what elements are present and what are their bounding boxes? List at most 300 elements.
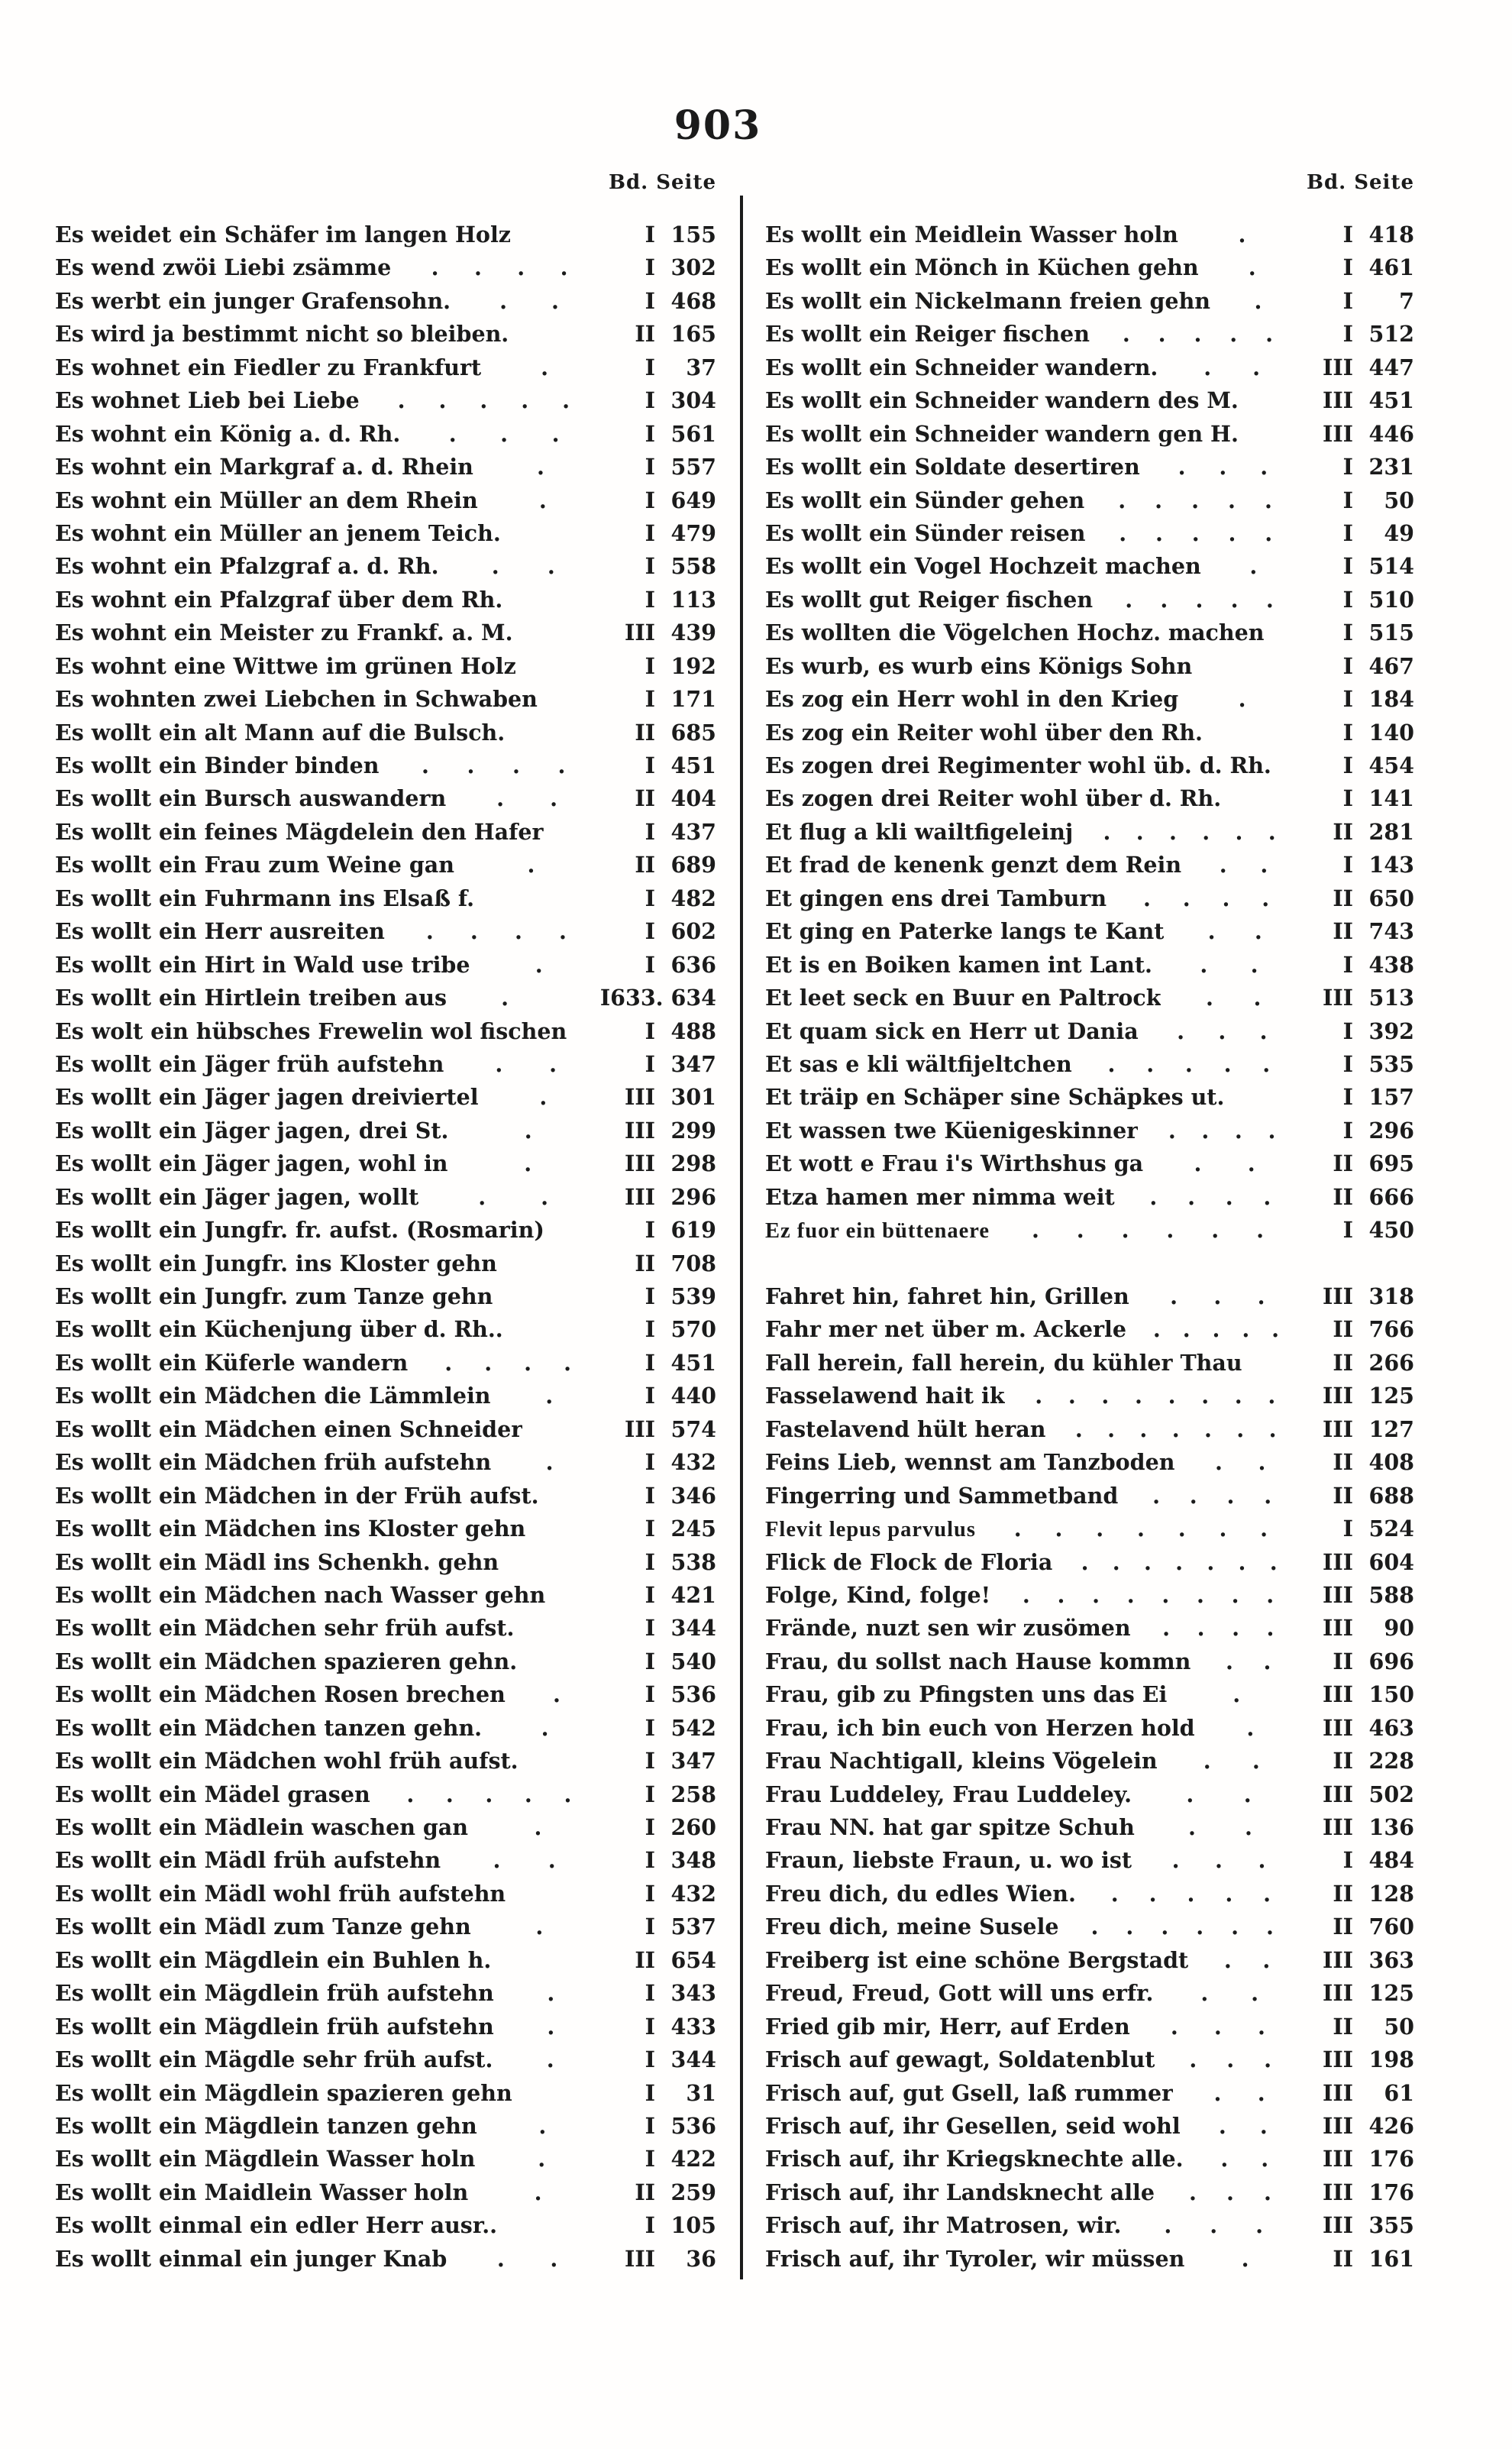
song-title: Es wollt ein Binder binden (55, 752, 380, 778)
volume-numeral: I (645, 1880, 655, 1907)
volume-numeral: I (1342, 487, 1353, 513)
page-ref: 421 (670, 1581, 716, 1608)
index-entry-row (55, 1147, 716, 1180)
page-ref: 422 (670, 2146, 716, 2172)
volume-numeral: III (1323, 985, 1353, 1011)
page-ref: 157 (1368, 1084, 1414, 1111)
dot-leader: . . (495, 1050, 557, 1077)
volume-numeral: II (635, 2179, 655, 2205)
song-title: Es wollt ein Schneider wandern des M. (765, 387, 1239, 414)
index-entry-row (55, 1313, 716, 1346)
song-title: Es wohnt ein Markgraf a. d. Rhein (55, 454, 473, 480)
dot-leader: . . . . . (1122, 321, 1274, 348)
song-title: Es wollt ein Mädchen einen Schneider (55, 1415, 523, 1442)
index-entry-row (765, 1977, 1414, 2010)
page-ref: 538 (670, 1548, 716, 1575)
volume-numeral: I (645, 1714, 655, 1741)
song-title: Frau NN. hat gar spitze Schuh (765, 1814, 1135, 1840)
volume-numeral: I (645, 586, 655, 613)
volume-numeral: I (645, 2112, 655, 2139)
index-entry-row (55, 550, 716, 583)
song-title: Es wollt ein Mädchen wohl früh aufst. (55, 1748, 519, 1774)
page-ref: 649 (670, 487, 716, 513)
page-ref: 298 (670, 1150, 716, 1177)
index-entry-row (765, 1645, 1414, 1678)
index-entry-row (765, 1347, 1414, 1380)
volume-numeral: II (635, 852, 655, 878)
dot-leader: . . (1203, 354, 1261, 380)
song-title: Frisch auf, ihr Landsknecht alle (765, 2179, 1155, 2205)
volume-numeral: I (1342, 1847, 1353, 1874)
index-entry-row (55, 2209, 716, 2242)
index-entry-row (55, 1214, 716, 1247)
index-entry-row (765, 1811, 1414, 1844)
dot-leader: . . . . . (397, 387, 570, 414)
index-entry-row (765, 517, 1414, 550)
index-entry-row (55, 1579, 716, 1612)
page-ref: 61 (1384, 2079, 1414, 2106)
volume-numeral: I (1342, 951, 1353, 978)
page-ref: 633. 634 (610, 985, 716, 1011)
page-ref: 404 (670, 785, 716, 812)
song-title: Et is en Boiken kamen int Lant. (765, 951, 1152, 978)
page-ref: 136 (1368, 1814, 1414, 1840)
index-entry-row (765, 1778, 1414, 1811)
index-entry-row (55, 717, 716, 749)
index-entry-row (765, 584, 1414, 616)
song-title: Fall herein, fall herein, du kühler Thau (765, 1349, 1242, 1376)
dot-leader: . . (1194, 1150, 1255, 1177)
song-title: Es zog ein Reiter wohl über den Rh. (765, 719, 1203, 746)
page-ref: 90 (1384, 1615, 1414, 1642)
volume-numeral: I (1342, 553, 1353, 580)
index-entry-row (55, 1081, 716, 1114)
volume-numeral: II (1333, 1449, 1353, 1476)
index-column-right (765, 218, 1414, 2276)
page-ref: 184 (1368, 686, 1414, 713)
dot-leader: . . (496, 2245, 558, 2272)
volume-numeral: I (645, 387, 655, 414)
volume-numeral: III (1323, 2146, 1353, 2172)
page-ref: 165 (670, 321, 716, 348)
page-ref: 347 (670, 1748, 716, 1774)
song-title: Es werbt ein junger Grafensohn. (55, 287, 451, 314)
volume-numeral: I (645, 2013, 655, 2040)
page-ref: 447 (1368, 354, 1414, 380)
volume-numeral: I (1342, 1050, 1353, 1077)
song-title: Frisch auf gewagt, Soldatenblut (765, 2046, 1155, 2073)
dot-leader: . . (499, 287, 559, 314)
volume-numeral: III (1323, 1814, 1353, 1840)
index-entry-row (55, 683, 716, 716)
page-ref: 433 (670, 2013, 716, 2040)
index-entry-row (765, 1181, 1414, 1214)
volume-numeral: I (1342, 785, 1353, 812)
index-entry-row (765, 749, 1414, 782)
index-entry-row (765, 1878, 1414, 1910)
song-title: Es wohnten zwei Liebchen in Schwaben (55, 686, 538, 713)
volume-numeral: I (645, 254, 655, 281)
volume-numeral: III (1323, 354, 1353, 380)
volume-numeral: II (1333, 2013, 1353, 2040)
volume-numeral: III (1323, 1714, 1353, 1741)
volume-numeral: I (645, 652, 655, 679)
dot-leader: . (538, 2112, 547, 2139)
page-ref: 760 (1368, 1914, 1414, 1940)
dot-leader: . (535, 1914, 544, 1940)
volume-numeral: I (645, 686, 655, 713)
page-ref: 557 (670, 454, 716, 480)
volume-numeral: I (1342, 222, 1353, 247)
dot-leader: . (535, 951, 543, 978)
song-title: Es wolt ein hübsches Frewelin wol fischen (55, 1017, 567, 1044)
index-entry-row (55, 2176, 716, 2209)
index-entry-row (765, 882, 1414, 915)
song-title: Es wohnt ein König a. d. Rh. (55, 420, 401, 447)
volume-numeral: III (1323, 1615, 1353, 1642)
dot-leader: . (501, 985, 509, 1011)
dot-leader: . . . . (431, 254, 568, 281)
song-title: Es wollt ein Küchenjung über d. Rh.. (55, 1316, 503, 1343)
volume-numeral: III (1323, 1581, 1353, 1608)
index-entry-row (55, 1712, 716, 1745)
index-entry-row (55, 1745, 716, 1778)
song-title: Es wollt ein Jungfr. fr. aufst. (Rosmarin) (55, 1217, 544, 1244)
song-title: Freu dich, du edles Wien. (765, 1880, 1076, 1907)
volume-numeral: III (1323, 387, 1353, 414)
song-title: Es wollt ein Mönch in Küchen gehn (765, 254, 1199, 281)
volume-numeral: II (635, 321, 655, 348)
page-ref: 231 (1368, 454, 1414, 480)
index-entry-row (765, 1380, 1414, 1412)
page-ref: 281 (1368, 818, 1414, 845)
page-ref: 344 (670, 1615, 716, 1642)
index-entry-row (765, 550, 1414, 583)
song-title: Fraun, liebste Fraun, u. wo ist (765, 1847, 1132, 1874)
dot-leader: . . . (448, 420, 560, 447)
page-ref: 161 (1368, 2245, 1414, 2272)
index-entry-row (55, 285, 716, 318)
page-ref: 539 (670, 1283, 716, 1309)
page-ref: 439 (670, 620, 716, 646)
page-ref: 296 (670, 1183, 716, 1210)
dot-leader: . (538, 2146, 546, 2172)
index-entry-row (55, 949, 716, 982)
index-entry-row (765, 1678, 1414, 1711)
page-ref: 299 (670, 1117, 716, 1144)
song-title: Es zog ein Herr wohl in den Krieg (765, 686, 1179, 713)
index-entry-row (765, 1048, 1414, 1081)
page-ref: 536 (670, 2112, 716, 2139)
page-ref: 450 (1368, 1217, 1414, 1244)
volume-numeral: I (1342, 454, 1353, 480)
index-entry-row (55, 1280, 716, 1313)
dot-leader: . . (1203, 1748, 1260, 1774)
page-ref: 558 (670, 553, 716, 580)
volume-numeral: I (1342, 1516, 1353, 1542)
volume-numeral: I (1342, 686, 1353, 713)
dot-leader: . . . . . (1107, 1050, 1271, 1077)
index-entry-row (55, 2143, 716, 2176)
song-title: Et träip en Schäper sine Schäpkes ut. (765, 1084, 1225, 1111)
index-entry-row (765, 1214, 1414, 1247)
song-title: Es wohnt ein Meister zu Frankf. a. M. (55, 620, 513, 646)
index-entry-row (55, 1380, 716, 1412)
page-ref: 258 (670, 1781, 716, 1807)
page-number: 903 (674, 102, 762, 149)
volume-numeral: I (1342, 1084, 1353, 1111)
dot-leader: . . . (1171, 1847, 1266, 1874)
volume-numeral: I (645, 1217, 655, 1244)
dot-leader: . . . . (1149, 1183, 1271, 1210)
index-entry-row (765, 2209, 1414, 2242)
page-ref: 176 (1368, 2146, 1414, 2172)
song-title: Es wollt ein Jäger jagen, wohl in (55, 1150, 448, 1177)
dot-leader: . . . . (422, 752, 566, 778)
page-ref: 602 (670, 918, 716, 945)
song-title: Es wollt ein Bursch auswandern (55, 785, 447, 812)
song-title: Es wollt ein Fuhrmann ins Elsaß f. (55, 885, 475, 911)
page-ref: 31 (686, 2079, 716, 2106)
volume-numeral: II (635, 785, 655, 812)
dot-leader: . . (491, 553, 555, 580)
index-entry-row (765, 484, 1414, 517)
dot-leader: . . (496, 785, 558, 812)
dot-leader: . (541, 354, 549, 380)
dot-leader: . (536, 454, 544, 480)
page-ref: 50 (1384, 2013, 1414, 2040)
dot-leader: . . . (1170, 1283, 1265, 1309)
volume-numeral: I (645, 1781, 655, 1807)
volume-numeral: I (1342, 1217, 1353, 1244)
page-ref: 451 (670, 1349, 716, 1376)
volume-numeral: I (1342, 852, 1353, 878)
dot-leader: . . . . (1152, 1482, 1272, 1509)
volume-numeral: I (645, 287, 655, 314)
song-title: Fried gib mir, Herr, auf Erden (765, 2013, 1130, 2040)
volume-numeral: I (645, 222, 655, 247)
song-title: Es wollt ein Mädchen sehr früh aufst. (55, 1615, 515, 1642)
page-ref: 537 (670, 1914, 716, 1940)
index-entry-row (55, 1181, 716, 1214)
index-entry-row (765, 1115, 1414, 1147)
index-entry-row (55, 782, 716, 815)
page-ref: 408 (1368, 1449, 1414, 1476)
dot-leader: . . . . . . . . (1022, 1581, 1275, 1608)
song-title: Et sas e kli wältfijeltchen (765, 1050, 1072, 1077)
index-entry-row (55, 849, 716, 882)
song-title: Es wohnt ein Müller an dem Rhein (55, 487, 478, 513)
song-title: Es wollt ein Mädchen tanzen gehn. (55, 1714, 483, 1741)
page-ref: 346 (670, 1482, 716, 1509)
dot-leader: . . . . . . . (1074, 1415, 1277, 1442)
index-entry-row (55, 418, 716, 451)
song-title: Flick de Flock de Floria (765, 1548, 1053, 1575)
index-entry-row (55, 1115, 716, 1147)
page-ref: 171 (670, 686, 716, 713)
dot-leader: . . . . . . (1103, 818, 1276, 845)
page-ref: 512 (1368, 321, 1414, 348)
volume-numeral: II (1333, 1914, 1353, 1940)
dot-leader: . . (1187, 1814, 1252, 1840)
dot-leader: . . . . . . . (1081, 1548, 1278, 1575)
page-ref: 666 (1368, 1183, 1414, 1210)
volume-numeral: I (645, 487, 655, 513)
volume-numeral: I (645, 1581, 655, 1608)
dot-leader: . (546, 2046, 554, 2073)
page-ref: 432 (670, 1880, 716, 1907)
volume-numeral: I (1342, 254, 1353, 281)
volume-numeral: II (1333, 1748, 1353, 1774)
volume-numeral: I (645, 1847, 655, 1874)
dot-leader: . . (1200, 1980, 1259, 2007)
volume-numeral: II (1333, 1150, 1353, 1177)
index-entry-row (55, 816, 716, 849)
page-ref: 418 (1368, 222, 1414, 247)
dot-leader: . . . . (425, 918, 567, 945)
dot-leader: . (547, 2013, 555, 2040)
dot-leader: . (524, 1117, 532, 1144)
volume-numeral: I (645, 1814, 655, 1840)
song-title: Et gingen ens drei Tamburn (765, 885, 1107, 911)
page-ref: 105 (670, 2212, 716, 2239)
song-title: Es wollt ein Mädchen spazieren gehn. (55, 1648, 518, 1674)
page-ref: 150 (1368, 1681, 1414, 1708)
page-ref: 318 (1368, 1283, 1414, 1309)
page-ref: 426 (1368, 2112, 1414, 2139)
song-title: Fahret hin, fahret hin, Grillen (765, 1283, 1129, 1309)
song-title: Et frad de kenenk genzt dem Rein (765, 852, 1182, 878)
dot-leader: . . (1186, 1781, 1252, 1807)
song-title: Es wollt ein Mägdle sehr früh aufst. (55, 2046, 493, 2073)
page-ref: 198 (1368, 2046, 1414, 2073)
index-entry-row (765, 384, 1414, 417)
index-entry-row (55, 1811, 716, 1844)
page-ref: 479 (670, 519, 716, 546)
volume-numeral: III (1323, 1946, 1353, 1973)
dot-leader: . (1249, 553, 1258, 580)
song-title: Es wollt ein Mädchen ins Kloster gehn (55, 1516, 526, 1542)
dot-leader: . (1241, 2245, 1249, 2272)
song-title: Es wollt einmal ein edler Herr ausr.. (55, 2212, 498, 2239)
index-entry-row (765, 816, 1414, 849)
song-title: Es wollt ein Jungfr. ins Kloster gehn (55, 1250, 497, 1276)
volume-numeral: I (1342, 1017, 1353, 1044)
page-ref: 113 (670, 586, 716, 613)
index-entry-row (765, 418, 1414, 451)
volume-numeral: III (625, 1084, 655, 1111)
song-title: Frau, du sollst nach Hause kommn (765, 1648, 1191, 1674)
index-entry-row (765, 318, 1414, 351)
volume-numeral: III (1323, 1980, 1353, 2007)
volume-numeral: I (1342, 1117, 1353, 1144)
volume-numeral: II (635, 1250, 655, 1276)
song-title: Es wohnt ein Müller an jenem Teich. (55, 519, 501, 546)
volume-numeral: III (625, 1150, 655, 1177)
page-ref: 510 (1368, 586, 1414, 613)
page-ref: 355 (1368, 2212, 1414, 2239)
volume-numeral: III (1323, 2112, 1353, 2139)
index-entry-row (765, 1413, 1414, 1446)
index-entry-row (765, 1280, 1414, 1313)
page-ref: 228 (1368, 1748, 1414, 1774)
volume-numeral: I (1342, 586, 1353, 613)
song-title: Et quam sick en Herr ut Dania (765, 1017, 1139, 1044)
song-title: Fasselawend hait ik (765, 1383, 1005, 1409)
page-ref: 540 (670, 1648, 716, 1674)
volume-numeral: I (1342, 620, 1353, 646)
song-title: Fingerring und Sammetband (765, 1482, 1119, 1509)
song-title: Es wollt ein Mädl wohl früh aufstehn (55, 1880, 506, 1907)
volume-numeral: I (645, 1980, 655, 2007)
index-entry-row (55, 251, 716, 284)
index-entry-row (765, 1745, 1414, 1778)
page-ref: 689 (670, 852, 716, 878)
page-ref: 574 (670, 1415, 716, 1442)
song-title: Freud, Freud, Gott will uns erfr. (765, 1980, 1154, 2007)
song-title: Es wollt ein Mägdlein tanzen gehn (55, 2112, 477, 2139)
section-gap (765, 1247, 1414, 1280)
song-title: Fastelavend hült heran (765, 1415, 1046, 1442)
index-entry-row (765, 650, 1414, 683)
index-entry-row (55, 1446, 716, 1479)
song-title: Es wollt ein Küferle wandern (55, 1349, 409, 1376)
index-entry-row (765, 782, 1414, 815)
index-entry-row (55, 2077, 716, 2110)
dot-leader: . . . (1189, 2179, 1271, 2205)
dot-leader: . . . . (444, 1349, 571, 1376)
page-ref: 524 (1368, 1516, 1414, 1542)
index-entry-row (55, 650, 716, 683)
page-ref: 446 (1368, 420, 1414, 447)
volume-numeral: II (1333, 1316, 1353, 1343)
song-title: Es wollt ein Vogel Hochzeit machen (765, 553, 1201, 580)
song-title: Es wollt ein Mädchen nach Wasser gehn (55, 1581, 546, 1608)
index-entry-row (55, 517, 716, 550)
column-header-left: Bd. Seite (608, 171, 716, 194)
volume-numeral: III (625, 1415, 655, 1442)
index-entry-row (55, 1512, 716, 1545)
song-title: Frisch auf, ihr Tyroler, wir müssen (765, 2245, 1185, 2272)
page-ref: 302 (670, 254, 716, 281)
page-ref: 696 (1368, 1648, 1414, 1674)
song-title: Es wollt ein Jungfr. zum Tanze gehn (55, 1283, 493, 1309)
index-entry-row (765, 1944, 1414, 1977)
index-entry-row (765, 2110, 1414, 2143)
dot-leader: . (527, 852, 535, 878)
song-title: Es wollt ein Mädl ins Schenkh. gehn (55, 1548, 499, 1575)
index-entry-row (765, 2176, 1414, 2209)
volume-numeral: III (1323, 1283, 1353, 1309)
index-entry-row (55, 1546, 716, 1579)
index-entry-row (765, 982, 1414, 1014)
volume-numeral: III (1323, 1781, 1353, 1807)
song-title: Feins Lieb, wennst am Tanzboden (765, 1449, 1175, 1476)
column-header-right: Bd. Seite (1306, 171, 1414, 194)
volume-numeral: I (645, 2079, 655, 2106)
index-entry-row (765, 1546, 1414, 1579)
page-ref: 347 (670, 1050, 716, 1077)
dot-leader: . (545, 1449, 554, 1476)
page-ref: 440 (670, 1383, 716, 1409)
index-entry-row (765, 2077, 1414, 2110)
volume-numeral: III (625, 1183, 655, 1210)
dot-leader: . . (1218, 2112, 1268, 2139)
index-entry-row (765, 1081, 1414, 1114)
dot-leader: . . . . (1162, 1615, 1275, 1642)
volume-numeral: III (1323, 2179, 1353, 2205)
song-title: Frau, ich bin euch von Herzen hold (765, 1714, 1195, 1741)
